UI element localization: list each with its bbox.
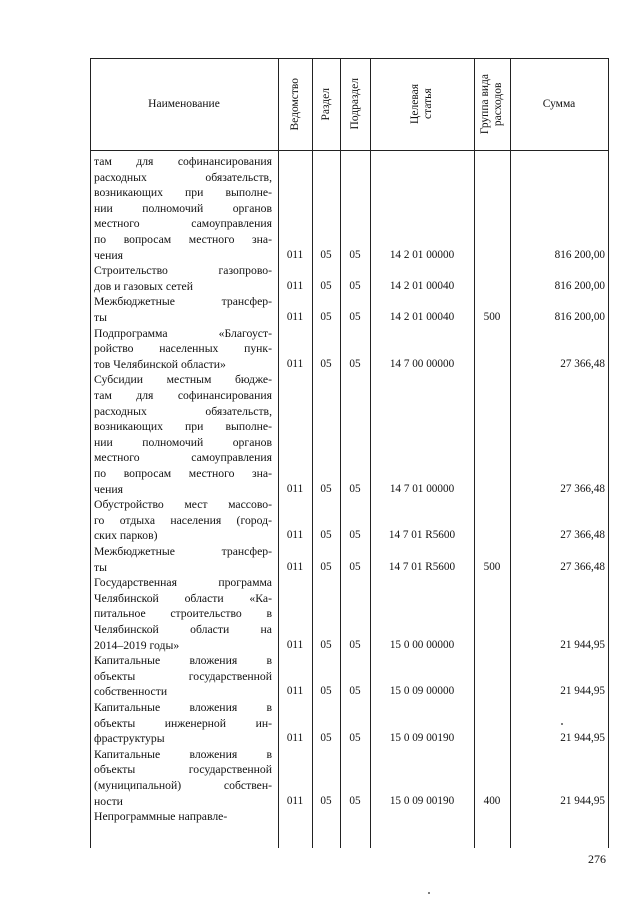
section-code: 05 — [320, 248, 332, 261]
section-code: 05 — [320, 732, 332, 745]
row-name-line: возникающих при выполне- — [94, 186, 272, 200]
row-name-line: чения — [94, 482, 123, 496]
amount-value: 27 366,48 — [560, 482, 605, 495]
table-row — [90, 294, 609, 325]
table-row — [90, 326, 609, 373]
row-name — [94, 372, 272, 497]
row-name-line: Подпрограмма «Благоуст- — [94, 326, 272, 340]
row-name-line: Челябинской области «Ка- — [94, 591, 272, 605]
row-name-line: возникающих при выполне- — [94, 420, 272, 434]
amount-value: 816 200,00 — [554, 248, 605, 261]
section-code: 05 — [320, 560, 332, 573]
header-expense-group-cell — [474, 58, 510, 150]
target-article-code: 14 2 01 00040 — [389, 279, 455, 292]
subsection-code: 05 — [349, 794, 361, 807]
expense-group-code: 500 — [483, 310, 501, 323]
table-row — [90, 653, 609, 700]
department-code: 011 — [286, 310, 304, 323]
target-article-code: 14 7 01 R5600 — [388, 560, 456, 573]
target-article-code: 15 0 09 00190 — [389, 794, 455, 807]
row-name — [94, 575, 272, 653]
header-target-article: Целевая статья — [409, 84, 434, 124]
row-name — [94, 294, 272, 325]
header-section: Раздел — [319, 87, 332, 121]
row-name-line: расходных обязательств, — [94, 404, 272, 418]
subsection-code: 05 — [349, 248, 361, 261]
row-name-line: ты — [94, 310, 107, 324]
table-row — [90, 544, 609, 575]
header-subsection-cell — [340, 58, 370, 150]
row-name-line: тов Челябинской области» — [94, 357, 226, 371]
table-row — [90, 575, 609, 653]
row-name-line: Государственная программа — [94, 576, 272, 590]
row-name-line: Капитальные вложения в — [94, 654, 272, 668]
target-article-code: 14 7 01 00000 — [389, 482, 455, 495]
section-code: 05 — [320, 529, 332, 542]
subsection-code: 05 — [349, 685, 361, 698]
row-name — [94, 653, 272, 700]
department-code: 011 — [286, 732, 304, 745]
department-code: 011 — [286, 560, 304, 573]
table-row — [90, 809, 609, 825]
section-code: 05 — [320, 357, 332, 370]
row-name — [94, 326, 272, 373]
header-name-cell — [90, 58, 278, 150]
row-name-line: местного самоуправления — [94, 451, 272, 465]
budget-table — [90, 58, 609, 848]
target-article-code: 14 2 01 00040 — [389, 310, 455, 323]
amount-value: 21 944,95 — [560, 638, 605, 651]
department-code: 011 — [286, 529, 304, 542]
row-name-line: ты — [94, 560, 107, 574]
row-name — [94, 497, 272, 544]
scan-speck — [428, 892, 430, 894]
amount-value: 27 366,48 — [560, 357, 605, 370]
row-name-line: по вопросам местного зна- — [94, 232, 272, 246]
table-row — [90, 372, 609, 497]
target-article-code: 15 0 00 00000 — [389, 638, 455, 651]
row-name-line: (муниципальной) собствен- — [94, 778, 272, 792]
header-department: Ведомство — [288, 77, 301, 131]
row-name-line: по вопросам местного зна- — [94, 466, 272, 480]
target-article-code: 14 7 00 00000 — [389, 357, 455, 370]
row-name-line: Обустройство мест массово- — [94, 498, 272, 512]
row-name-line: объекты государственной — [94, 763, 272, 777]
amount-value: 816 200,00 — [554, 310, 605, 323]
row-name-line: 2014–2019 годы» — [94, 638, 180, 652]
header-divider — [90, 150, 609, 151]
row-name — [94, 747, 272, 809]
section-code: 05 — [320, 794, 332, 807]
amount-value: 816 200,00 — [554, 279, 605, 292]
subsection-code: 05 — [349, 357, 361, 370]
header-section-cell — [312, 58, 340, 150]
section-code: 05 — [320, 482, 332, 495]
page-number: 276 — [588, 852, 606, 866]
amount-value: 21 944,95 — [560, 732, 605, 745]
row-name-line: дов и газовых сетей — [94, 279, 193, 293]
row-name-line: нии полномочий органов — [94, 435, 272, 449]
row-name — [94, 154, 272, 263]
target-article-code: 14 2 01 00000 — [389, 248, 455, 261]
subsection-code: 05 — [349, 310, 361, 323]
row-name-line: Капитальные вложения в — [94, 747, 272, 761]
department-code: 011 — [286, 638, 304, 651]
amount-value: 27 366,48 — [560, 529, 605, 542]
subsection-code: 05 — [349, 560, 361, 573]
row-name-line: Межбюджетные трансфер- — [94, 295, 272, 309]
row-name-line: собственности — [94, 685, 168, 699]
row-name-line: нии полномочий органов — [94, 201, 272, 215]
amount-value: 27 366,48 — [560, 560, 605, 573]
section-code: 05 — [320, 279, 332, 292]
amount-value: 21 944,95 — [560, 685, 605, 698]
row-name — [94, 809, 272, 825]
section-code: 05 — [320, 638, 332, 651]
subsection-code: 05 — [349, 482, 361, 495]
row-name — [94, 263, 272, 294]
table-row — [90, 154, 609, 263]
header-amount: Сумма — [542, 97, 576, 110]
row-name-line: там для софинансирования — [94, 388, 272, 402]
row-name — [94, 700, 272, 747]
subsection-code: 05 — [349, 732, 361, 745]
scan-speck — [561, 723, 563, 725]
row-name-line: местного самоуправления — [94, 217, 272, 231]
expense-group-code: 500 — [483, 560, 501, 573]
subsection-code: 05 — [349, 638, 361, 651]
row-name-line: го отдыха населения (город- — [94, 513, 272, 527]
row-name-line: там для софинансирования — [94, 155, 272, 168]
row-name-line: Челябинской области на — [94, 622, 272, 636]
header-expense-group: Группа вида расходов — [479, 73, 504, 135]
target-article-code: 14 7 01 R5600 — [388, 529, 456, 542]
table-row — [90, 747, 609, 809]
section-code: 05 — [320, 685, 332, 698]
header-subsection: Подраздел — [348, 78, 361, 130]
expense-group-code: 400 — [483, 794, 501, 807]
row-name-line: объекты государственной — [94, 669, 272, 683]
row-name-line: объекты инженерной ин- — [94, 716, 272, 730]
header-target-article-cell — [370, 58, 474, 150]
amount-value: 21 944,95 — [560, 794, 605, 807]
section-code: 05 — [320, 310, 332, 323]
row-name-line: Капитальные вложения в — [94, 701, 272, 714]
subsection-code: 05 — [349, 279, 361, 292]
table-row — [90, 497, 609, 544]
subsection-code: 05 — [349, 529, 361, 542]
row-name-line: Межбюджетные трансфер- — [94, 545, 272, 558]
header-department-cell — [278, 58, 312, 150]
department-code: 011 — [286, 482, 304, 495]
department-code: 011 — [286, 794, 304, 807]
row-name-line: расходных обязательств, — [94, 170, 272, 184]
row-name-line: чения — [94, 248, 123, 262]
row-name-line: Субсидии местным бюдже- — [94, 373, 272, 387]
row-name-line: Строительство газопрово- — [94, 264, 272, 278]
target-article-code: 15 0 09 00190 — [389, 732, 455, 745]
row-name — [94, 544, 272, 575]
row-name-line: ности — [94, 794, 123, 808]
row-name-line: фраструктуры — [94, 732, 165, 746]
header-name: Наименование — [148, 97, 220, 110]
row-name-line: ройство населенных пунк- — [94, 342, 272, 356]
department-code: 011 — [286, 357, 304, 370]
department-code: 011 — [286, 248, 304, 261]
table-row — [90, 263, 609, 294]
header-amount-cell — [510, 58, 608, 150]
target-article-code: 15 0 09 00000 — [389, 685, 455, 698]
row-name-line: ских парков) — [94, 529, 158, 543]
department-code: 011 — [286, 279, 304, 292]
table-row — [90, 700, 609, 747]
department-code: 011 — [286, 685, 304, 698]
row-name-line: Непрограммные направле- — [94, 810, 228, 824]
row-name-line: питальное строительство в — [94, 607, 272, 621]
